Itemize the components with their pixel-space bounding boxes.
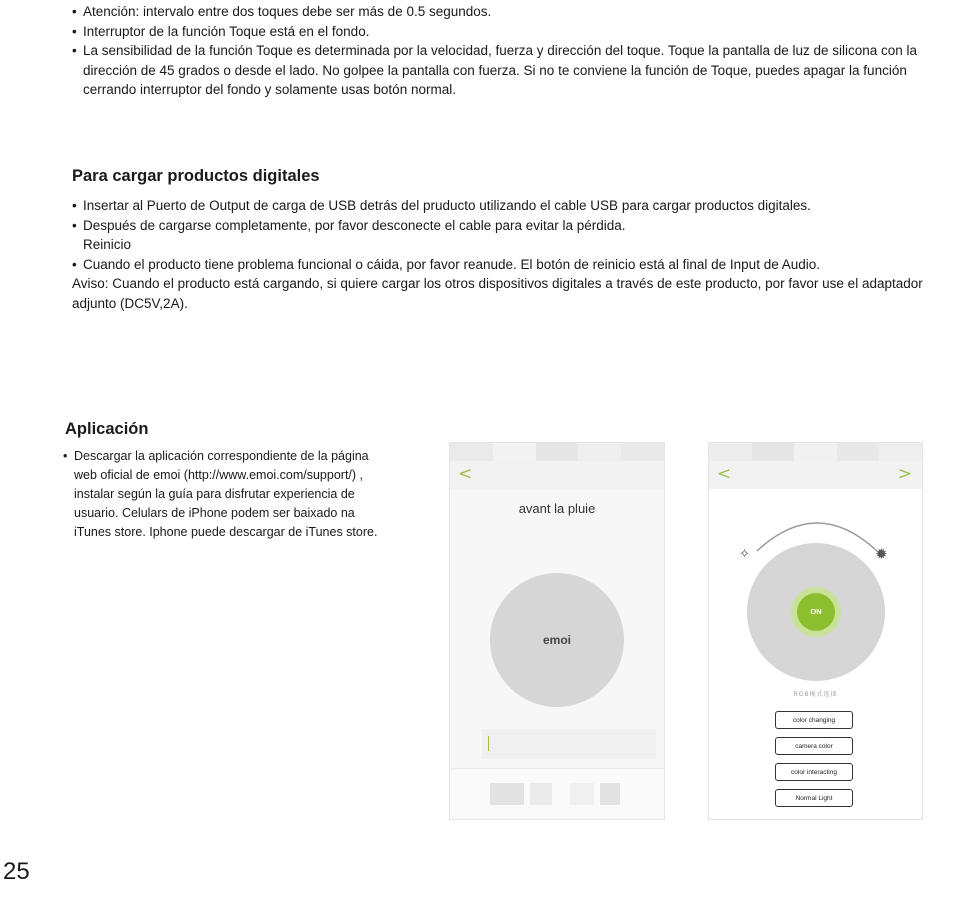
list-item: • Atención: intervalo entre dos toques debe ser más de 0.5 segundos. <box>72 2 957 22</box>
nav-bar <box>709 461 922 489</box>
bottom-tab[interactable] <box>570 783 594 805</box>
on-button-ring[interactable] <box>791 587 841 637</box>
list-item: • Después de cargarse completamente, por favor desconecte el cable para evitar la pérdida. <box>72 216 957 236</box>
emoi-disc[interactable] <box>490 573 624 707</box>
color-changing-button[interactable]: color changing <box>775 711 853 729</box>
page-number: 25 <box>3 858 30 885</box>
list-item: • Descargar la aplicación correspondiente de la página web oficial de emoi (http://www.emoi.com/support/) , instalar según la guía para disfrutar experiencia de usuario. Celulars de iPhone podem ser baixado na iTunes store. Iphone puede descargar de iTunes store. <box>63 447 393 542</box>
text-input[interactable] <box>482 729 656 759</box>
charging-section <box>72 196 957 313</box>
list-item: • Insertar al Puerto de Output de carga de USB detrás del pruducto utilizando el cable USB para cargar productos digitales. <box>72 196 957 216</box>
disc-label: emoi <box>542 633 571 647</box>
app-description <box>63 447 393 542</box>
notice: Aviso: Cuando el producto está cargando, si quiere cargar los otros dispositivos digitales a través de este producto, por favor use el adaptador adjunto (DC5V,2A). <box>72 276 923 311</box>
text-cursor <box>488 736 489 751</box>
nav-bar <box>450 461 664 489</box>
song-title: avant la pluie <box>518 501 596 516</box>
camera-color-button[interactable]: camera color <box>775 737 853 755</box>
list-item: • La sensibilidad de la función Toque es determinada por la velocidad, fuerza y dirección del toque. Toque la pantalla de luz de silicona con la dirección de 45 grados o desde el lado. No golpee la pantalla con fuerza. Si no te conviene la función de Toque, puedes apagar la función cerrando interruptor del fondo y solamente usas botón normal. <box>72 41 957 100</box>
sun-large-icon: ✹ <box>875 545 888 563</box>
phone-screenshot-1 <box>449 442 665 820</box>
color-interacting-button[interactable]: color interacting <box>775 763 853 781</box>
status-bar <box>450 443 664 461</box>
normal-light-button[interactable]: Normal Light <box>775 789 853 807</box>
back-button[interactable]: < <box>458 464 473 484</box>
charging-heading: Para cargar productos digitales <box>72 167 320 185</box>
bottom-tab[interactable] <box>490 783 524 805</box>
back-button[interactable]: < <box>717 464 732 484</box>
on-button[interactable]: ON <box>797 593 835 631</box>
app-heading: Aplicación <box>65 420 149 438</box>
forward-button[interactable]: > <box>897 464 912 484</box>
bottom-bar <box>450 768 664 819</box>
phone-screenshot-2 <box>708 442 923 820</box>
bottom-tab[interactable] <box>530 783 552 805</box>
mode-caption: RGB模式选择 <box>793 692 838 698</box>
list-item: • Interruptor de la función Toque está en el fondo. <box>72 22 957 42</box>
touch-notes <box>72 2 957 100</box>
reset-title: Reinicio <box>83 237 132 252</box>
list-item: • Cuando el producto tiene problema funcional o cáida, por favor reanude. El botón de reinicio está al final de Input de Audio. <box>72 255 957 275</box>
sun-small-icon: ✧ <box>739 547 750 562</box>
color-disc[interactable] <box>747 543 885 681</box>
status-bar <box>709 443 922 461</box>
bottom-tab[interactable] <box>600 783 620 805</box>
